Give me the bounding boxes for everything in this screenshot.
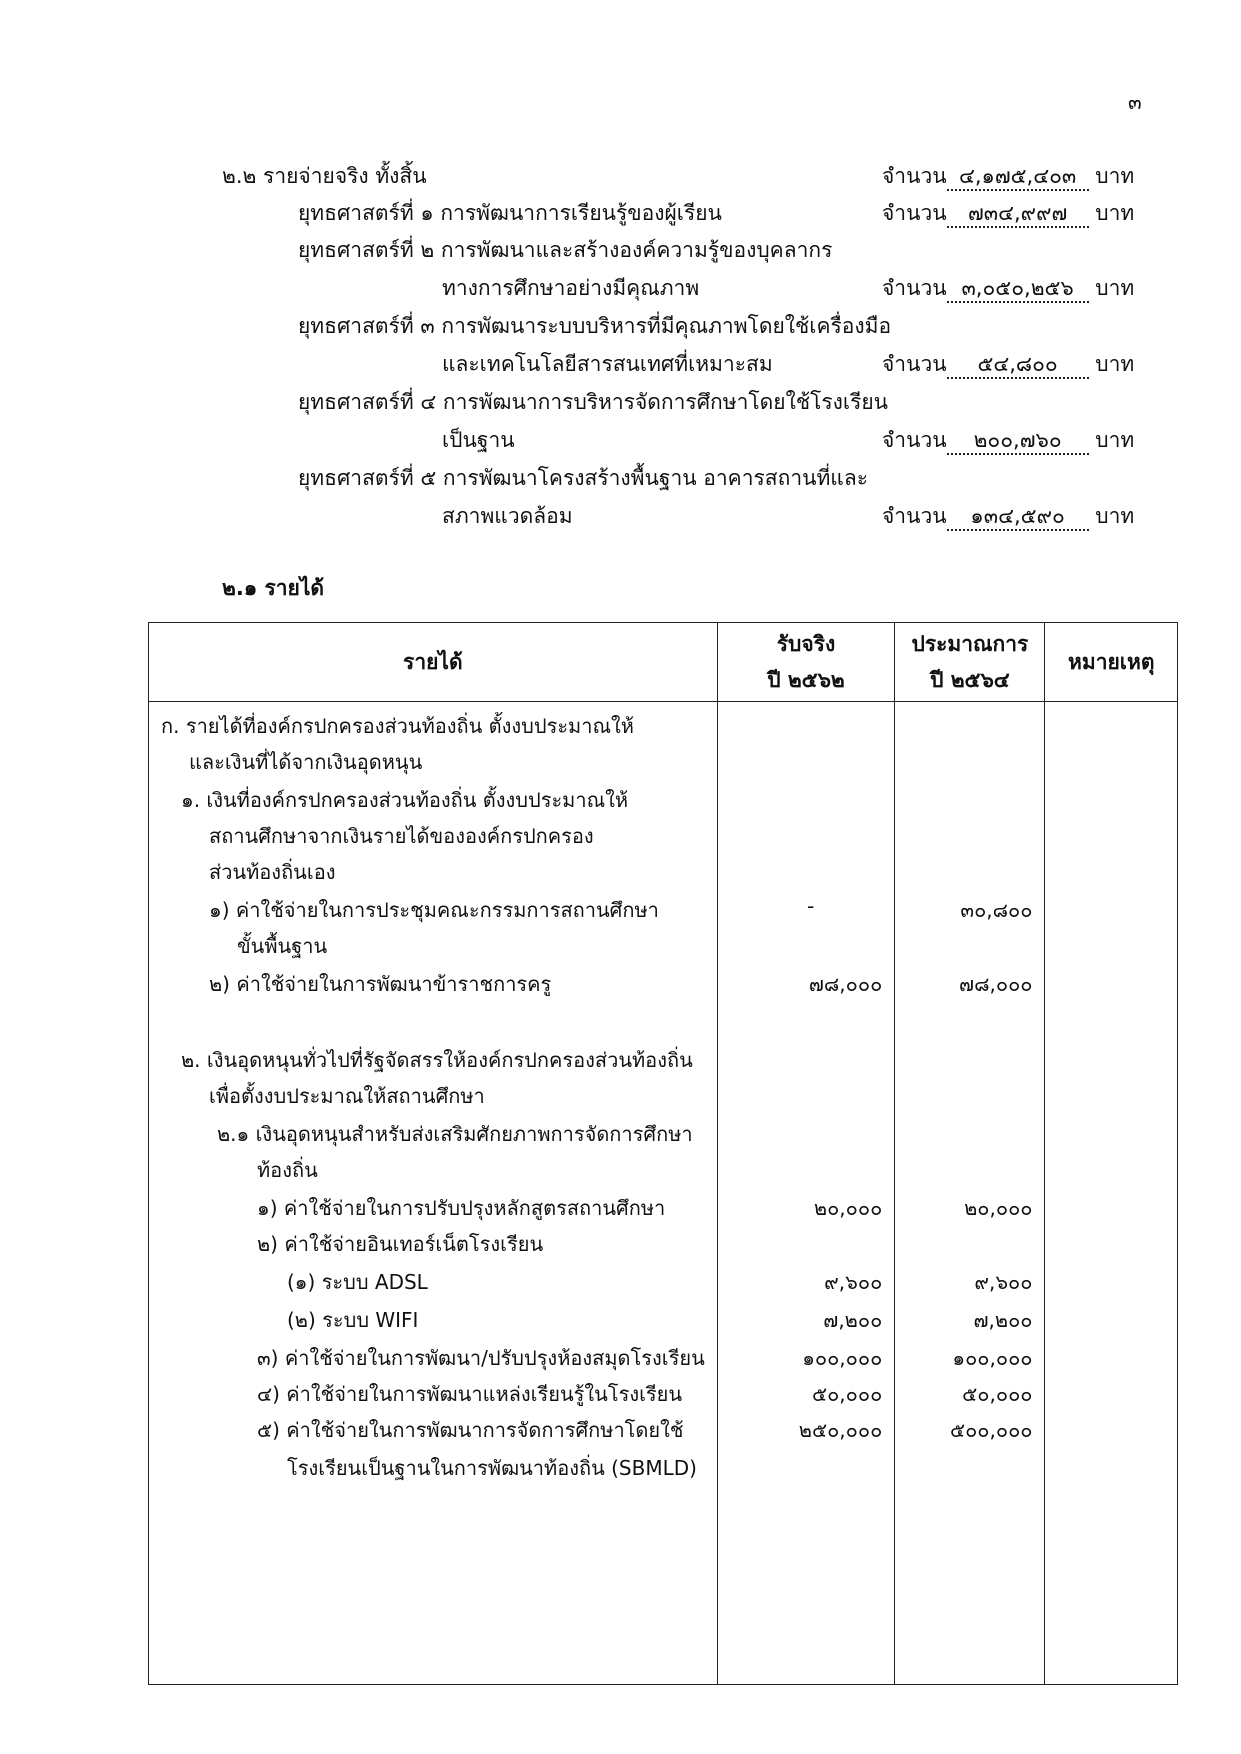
actual-value: ๑๐๐,๐๐๐ [802,1346,883,1370]
header-actual-line2: ปี ๒๕๖๒ [767,668,845,692]
strategy-4-line2: เป็นฐาน [442,428,515,452]
amount-prefix: จำนวน [882,164,947,188]
summary-heading: ๒.๒ รายจ่ายจริง ทั้งสิ้น [222,164,427,188]
strategy-2-amount-row [882,272,1134,305]
estimate-value: ๓๐,๘๐๐ [960,898,1033,922]
header-estimate-line1: ประมาณการ [911,632,1029,656]
row-text: ๒. เงินอุดหนุนทั่วไปที่รัฐจัดสรรให้องค์กรปกครองส่วนท้องถิ่น [181,1048,693,1072]
row-text: สถานศึกษาจากเงินรายได้ขององค์กรปกครอง [209,824,594,848]
strategy-2-line2: ทางการศึกษาอย่างมีคุณภาพ [442,276,700,300]
amount-prefix: จำนวน [882,201,947,225]
strategy-1-amount-row [882,197,1134,230]
row-text: ๒) ค่าใช้จ่ายในการพัฒนาข้าราชการครู [209,972,552,996]
estimate-value: ๕๐๐,๐๐๐ [949,1418,1033,1442]
estimate-value: ๗๘,๐๐๐ [959,972,1033,996]
amount-prefix: จำนวน [882,352,947,376]
header-income: รายได้ [149,623,718,702]
header-estimate [895,623,1045,702]
strategy-2-line1: ยุทธศาสตร์ที่ ๒ การพัฒนาและสร้างองค์ความรู้ของบุคลากร [298,238,833,262]
row-text: ๔) ค่าใช้จ่ายในการพัฒนาแหล่งเรียนรู้ในโรงเรียน [257,1382,683,1406]
strategy-3-amount: ๕๔,๘๐๐ [947,351,1089,379]
row-text: ๕) ค่าใช้จ่ายในการพัฒนาการจัดการศึกษาโดยใช้ [257,1418,684,1442]
row-text: ๒) ค่าใช้จ่ายอินเทอร์เน็ตโรงเรียน [257,1232,544,1256]
actual-amount-cell [717,702,895,1685]
unit-label: บาท [1095,352,1135,376]
page-number: ๓ [1128,90,1142,114]
row-text: โรงเรียนเป็นฐานในการพัฒนาท้องถิ่น (SBMLD) [287,1456,697,1480]
estimate-value: ๑๐๐,๐๐๐ [952,1346,1033,1370]
row-text: ก. รายได้ที่องค์กรปกครองส่วนท้องถิ่น ตั้งงบประมาณให้ [161,714,634,738]
strategy-4-amount: ๒๐๐,๗๖๐ [947,427,1089,455]
summary-total-amount: ๔,๑๗๕,๔๐๓ [947,163,1089,191]
actual-value: ๗๘,๐๐๐ [808,972,883,996]
amount-prefix: จำนวน [882,428,947,452]
row-text: (๒) ระบบ WIFI [287,1308,419,1332]
estimate-value: ๕๐,๐๐๐ [962,1382,1033,1406]
actual-value: ๒๐,๐๐๐ [813,1196,883,1220]
header-actual [717,623,895,702]
amount-prefix: จำนวน [882,276,947,300]
estimate-amount-cell [895,702,1045,1685]
strategy-4-line1: ยุทธศาสตร์ที่ ๔ การพัฒนาการบริหารจัดการศึกษาโดยใช้โรงเรียน [298,390,889,414]
unit-label: บาท [1095,428,1135,452]
row-text: ๒.๑ เงินอุดหนุนสำหรับส่งเสริมศักยภาพการจัดการศึกษา [217,1122,693,1146]
actual-value: ๙,๖๐๐ [824,1270,883,1294]
strategy-1-line1: ยุทธศาสตร์ที่ ๑ การพัฒนาการเรียนรู้ของผู้เรียน [298,201,722,225]
row-text: (๑) ระบบ ADSL [287,1270,428,1294]
unit-label: บาท [1095,164,1135,188]
income-table [148,622,1178,1685]
amount-prefix: จำนวน [882,504,947,528]
summary-heading-amount-row [882,160,1134,193]
strategy-4-amount-row [882,424,1134,457]
estimate-value: ๙,๖๐๐ [974,1270,1033,1294]
actual-value: ๒๕๐,๐๐๐ [798,1418,883,1442]
unit-label: บาท [1095,276,1135,300]
row-text: ๑. เงินที่องค์กรปกครองส่วนท้องถิ่น ตั้งงบประมาณให้ [181,788,629,812]
strategy-5-amount: ๑๓๔,๕๙๐ [947,503,1089,531]
row-text: ขั้นพื้นฐาน [237,934,328,958]
actual-value: ๕๐,๐๐๐ [811,1382,883,1406]
table-header-row [149,623,1178,702]
section-title: ๒.๑ รายได้ [222,576,325,600]
remark-cell [1045,702,1178,1685]
row-text: ส่วนท้องถิ่นเอง [209,860,336,884]
income-description-cell [149,702,718,1685]
strategy-1-amount: ๗๓๔,๙๙๗ [947,200,1089,228]
actual-value: ๗,๒๐๐ [823,1308,883,1332]
header-remark: หมายเหตุ [1045,623,1178,702]
header-estimate-line2: ปี ๒๕๖๔ [930,668,1010,692]
table-body-row [149,702,1178,1685]
strategy-3-line1: ยุทธศาสตร์ที่ ๓ การพัฒนาระบบบริหารที่มีคุณภาพโดยใช้เครื่องมือ [298,314,892,338]
row-text: ๓) ค่าใช้จ่ายในการพัฒนา/ปรับปรุงห้องสมุดโรงเรียน [257,1346,705,1370]
strategy-5-amount-row [882,500,1134,533]
strategy-2-amount: ๓,๐๕๐,๒๕๖ [947,275,1089,303]
strategy-3-amount-row [882,348,1134,381]
row-text: ๑) ค่าใช้จ่ายในการประชุมคณะกรรมการสถานศึกษา [209,898,659,922]
header-actual-line1: รับจริง [776,632,836,656]
row-text: ท้องถิ่น [257,1158,318,1182]
row-text: ๑) ค่าใช้จ่ายในการปรับปรุงหลักสูตรสถานศึกษา [257,1196,666,1220]
actual-value: - [807,894,815,918]
row-text: เพื่อตั้งงบประมาณให้สถานศึกษา [209,1084,485,1108]
unit-label: บาท [1095,201,1135,225]
estimate-value: ๒๐,๐๐๐ [964,1196,1033,1220]
unit-label: บาท [1095,504,1135,528]
strategy-3-line2: และเทคโนโลยีสารสนเทศที่เหมาะสม [442,352,773,376]
strategy-5-line2: สภาพแวดล้อม [442,504,573,528]
estimate-value: ๗,๒๐๐ [973,1308,1033,1332]
strategy-5-line1: ยุทธศาสตร์ที่ ๕ การพัฒนาโครงสร้างพื้นฐาน อาคารสถานที่และ [298,466,868,490]
row-text: และเงินที่ได้จากเงินอุดหนุน [189,750,423,774]
